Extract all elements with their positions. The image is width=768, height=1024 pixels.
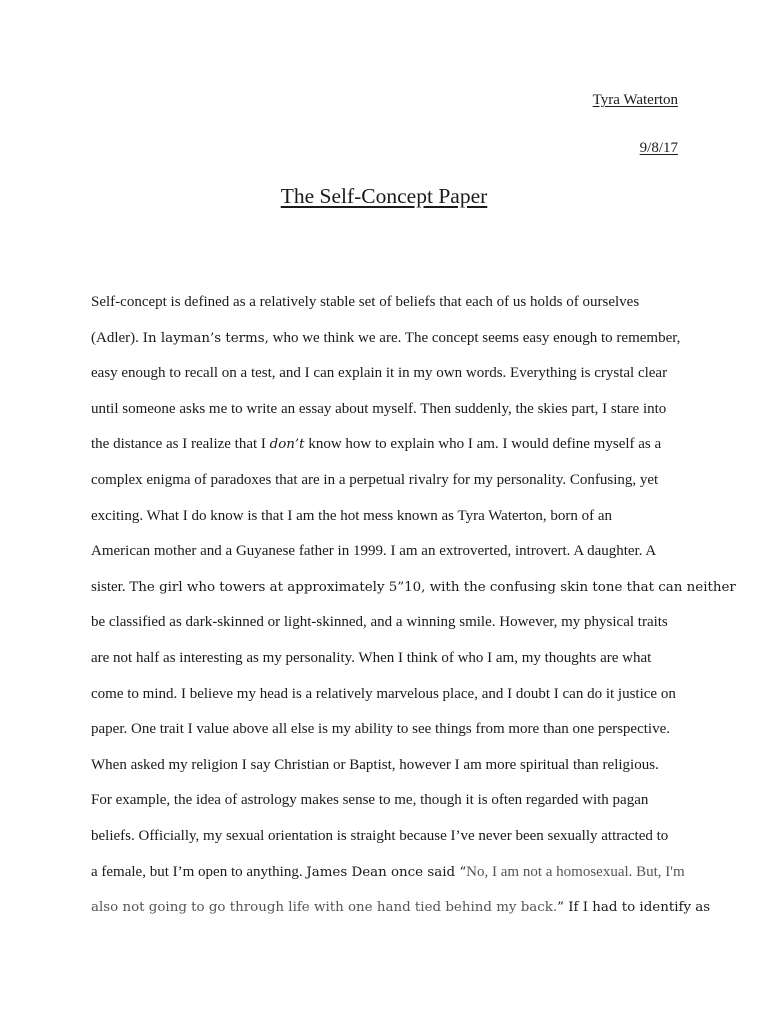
document-date: 9/8/17: [639, 140, 678, 156]
text-run: In layman’s terms,: [142, 330, 269, 346]
text-line: [91, 861, 691, 897]
text-run: the distance as I realize that I: [91, 436, 270, 453]
text-run: The girl who towers at approximately 5”10, with the confusing skin tone that can neither: [129, 579, 736, 595]
author-name: Tyra Waterton: [592, 92, 678, 108]
text-line: When asked my religion I say Christian or Baptist, however I am more spiritual than religious.: [91, 756, 659, 773]
document-title: The Self-Concept Paper: [280, 184, 488, 208]
text-line: come to mind. I believe my head is a relatively marvelous place, and I doubt I can do it justice on: [91, 685, 676, 702]
text-line: For example, the idea of astrology makes sense to me, though it is often regarded with pagan: [91, 792, 649, 809]
text-run: who we think we are. The concept seems easy enough to remember,: [268, 329, 681, 346]
text-run: ” If I had to identify as: [557, 900, 711, 916]
text-line: American mother and a Guyanese father in 1999. I am an extroverted, introvert. A daughter. A: [91, 543, 657, 560]
text-line: easy enough to recall on a test, and I can explain it in my own words. Everything is crystal clear: [91, 365, 668, 382]
text-line: paper. One trait I value above all else is my ability to see things from more than one perspective.: [91, 721, 670, 738]
text-run: a female, but I’m open to anything.: [91, 863, 307, 880]
text-line: exciting. What I do know is that I am the hot mess known as Tyra Waterton, born of an: [91, 507, 612, 524]
quote-text: also not going to go through life with one hand tied behind my back.: [91, 900, 558, 916]
text-run: (Adler).: [91, 329, 143, 346]
text-line: are not half as interesting as my personality. When I think of who I am, my thoughts are what: [91, 649, 652, 666]
text-line: [91, 327, 691, 363]
text-line: [91, 896, 711, 932]
quote-intro: James Dean once said “: [306, 864, 467, 880]
text-line: [91, 433, 691, 469]
emphasis-text: don’t: [269, 437, 305, 453]
text-line: Self-concept is defined as a relatively stable set of beliefs that each of us holds of ourselves: [91, 294, 640, 310]
text-line: until someone asks me to write an essay about myself. Then suddenly, the skies part, I stare into: [91, 400, 667, 417]
text-line: complex enigma of paradoxes that are in a perpetual rivalry for my personality. Confusing, yet: [91, 471, 659, 488]
text-line: [91, 576, 736, 612]
text-line: be classified as dark-skinned or light-skinned, and a winning smile. However, my physical traits: [91, 614, 668, 631]
text-run: know how to explain who I am. I would define myself as a: [304, 436, 662, 453]
quote-text: No, I am not a homosexual. But, I'm: [466, 863, 685, 880]
body-paragraph: [91, 291, 736, 932]
text-line: beliefs. Officially, my sexual orientation is straight because I’ve never been sexually attracted to: [91, 827, 669, 844]
text-run: sister.: [91, 578, 130, 595]
